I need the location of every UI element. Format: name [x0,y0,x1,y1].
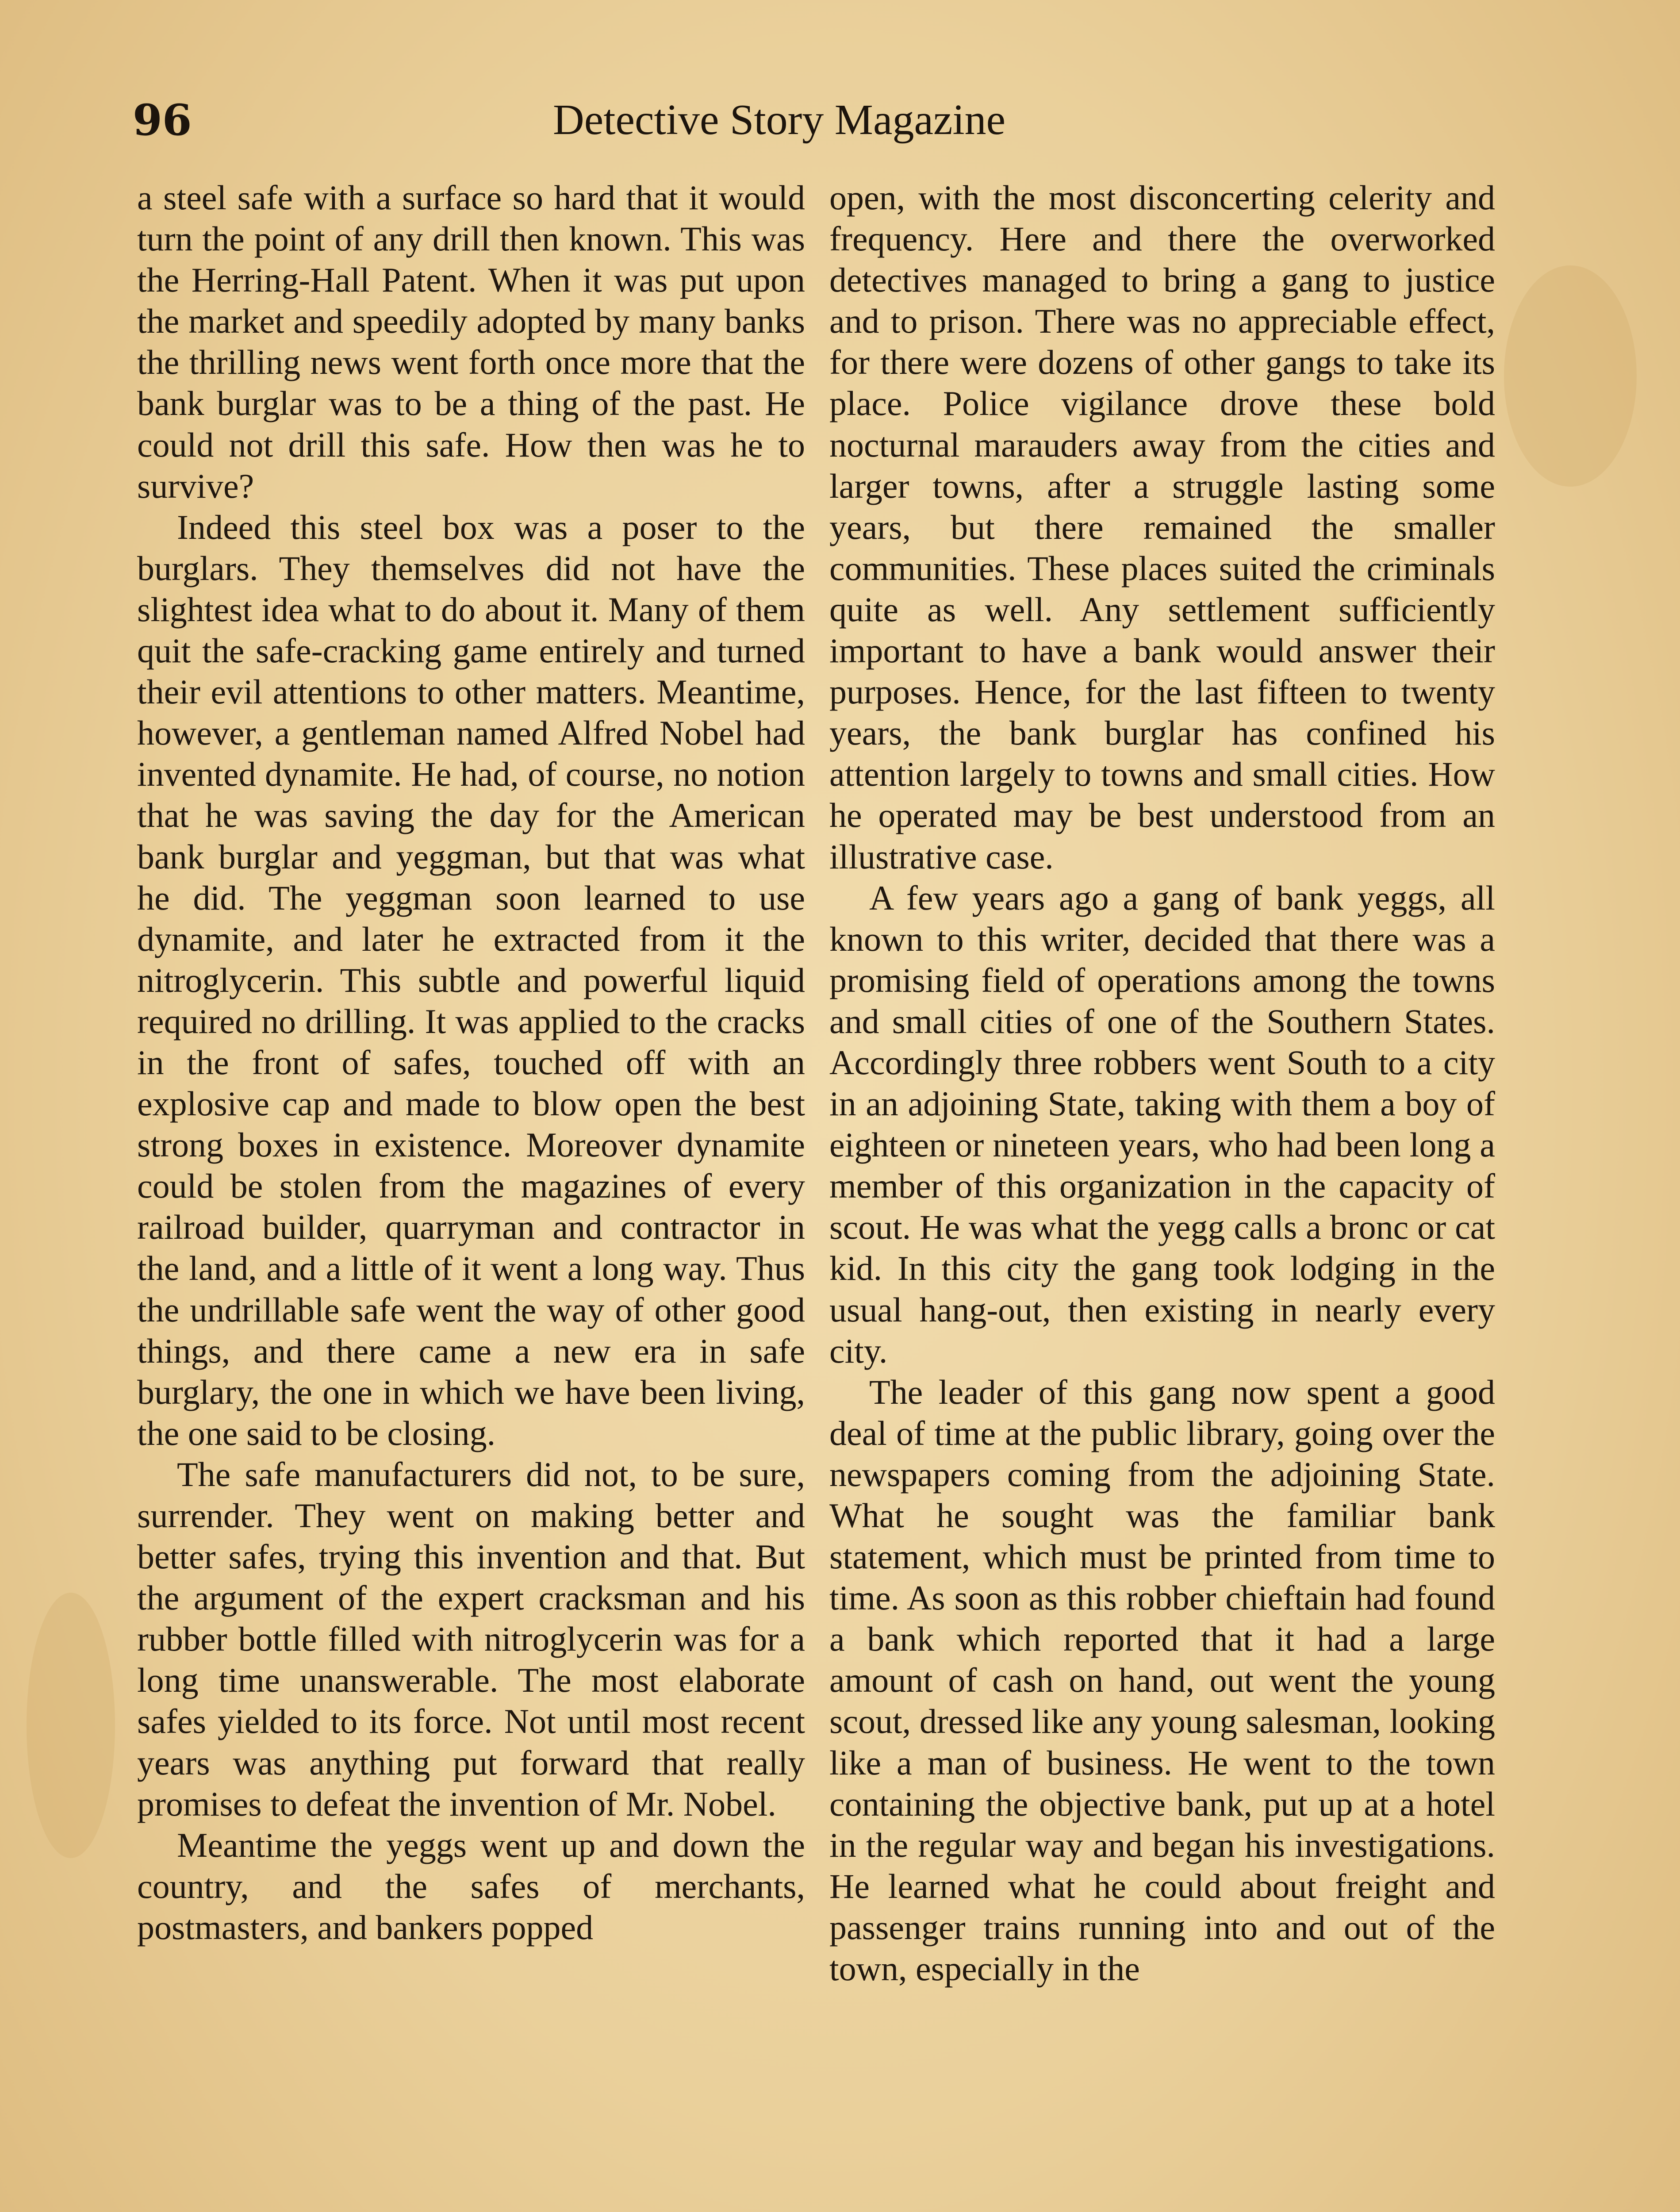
paper-stain [27,1593,115,1858]
running-title: Detective Story Magazine [553,96,1006,144]
left-column [137,177,805,1948]
page-header [133,95,1504,157]
paragraph: The leader of this gang now spent a good deal of time at the public library, going over the newspapers coming from the adjoining State. What he sought was the familiar bank statement, which must be printed from time to time. As soon as this robber chieftain had found a bank which reported that it had a large amount of cash on hand, out went the young scout, dressed like any young salesman, looking like a man of business. He went to the town containing the objective bank, put up at a hotel in the regular way and began his investigations. He learned what he could about freight and passenger trains running into and out of the town, especially in the [829,1372,1495,1988]
paragraph: The safe manufacturers did not, to be sure, surrender. They went on making better and better safes, trying this invention and that. But the argument of the expert cracksman and his rubber bottle filled with nitroglycerin was for a long time unanswerable. The most elaborate safes yielded to its force. Not until most recent years was anything put forward that really promises to defeat the invention of Mr. Nobel. [137,1455,805,1823]
paragraph: Indeed this steel box was a poser to the burglars. They themselves did not have the slightest idea what to do about it. Many of them quit the safe-cracking game entirely and turned their evil attentions to other matters. Meantime, however, a gentleman named Alfred Nobel had invented dynamite. He had, of course, no notion that he was saving the day for the American bank burglar and yeggman, but that was what he did. The yeggman soon learned to use dynamite, and later he extracted from it the nitroglycerin. This subtle and powerful liquid required no drilling. It was applied to the cracks in the front of safes, touched off with an explosive cap and made to blow open the best strong boxes in existence. Moreover dynamite could be stolen from the magazines of every railroad builder, quarryman and contractor in the land, and a little of it went a long way. Thus the undrillable safe went the way of other good things, and there came a new era in safe burglary, the one in which we have been living, the one said to be closing. [137,507,805,1452]
right-column [829,177,1495,1989]
paragraph: a steel safe with a surface so hard that it would turn the point of any drill then known. This was the Herring-Hall Patent. When it was put upon the market and speedily adopted by many banks the thrilling news went forth once more that the bank burglar was to be a thing of the past. He could not drill this safe. How then was he to survive? [137,178,805,505]
page-number: 96 [133,95,192,145]
paragraph: Meantime the yeggs went up and down the country, and the safes of merchants, postmasters, and bankers popped [137,1825,805,1947]
paper-stain [1504,265,1637,487]
paragraph: A few years ago a gang of bank yeggs, all known to this writer, decided that there was a promising field of operations among the towns and small cities of one of the Southern States. Accordingly three robbers went South to a city in an adjoining State, taking with them a boy of eighteen or nineteen years, who had been long a member of this organization in the capacity of scout. He was what the yegg calls a bronc or cat kid. In this city the gang took lodging in the usual hang-out, then existing in nearly every city. [829,878,1495,1370]
paragraph: open, with the most disconcerting celerity and frequency. Here and there the overworked detectives managed to bring a gang to justice and to prison. There was no appreciable effect, for there were dozens of other gangs to take its place. Police vigilance drove these bold nocturnal marauders away from the cities and larger towns, after a struggle lasting some years, but there remained the smaller communities. These places suited the criminals quite as well. Any settlement sufficiently important to have a bank would answer their purposes. Hence, for the last fifteen to twenty years, the bank burglar has confined his attention largely to towns and small cities. How he operated may be best understood from an illustrative case. [829,178,1495,876]
